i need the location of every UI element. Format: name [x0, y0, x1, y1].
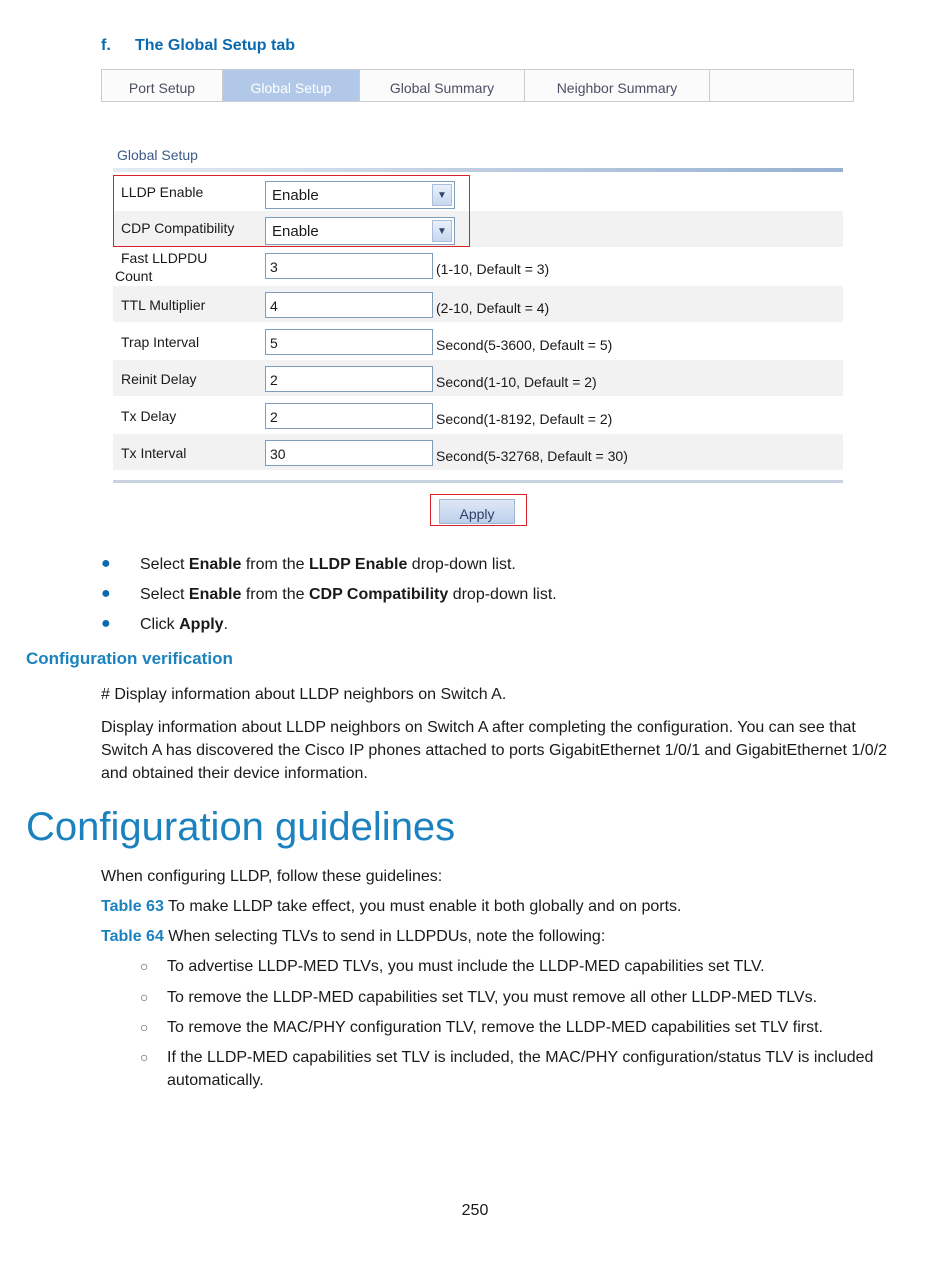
table-64-text: When selecting TLVs to send in LLDPDUs, note the following:	[163, 928, 606, 945]
highlight-box-selects	[113, 175, 470, 247]
trap-interval-input[interactable]: 5	[265, 329, 433, 355]
reinit-delay-input[interactable]: 2	[265, 366, 433, 392]
row-reinit-delay	[113, 360, 843, 396]
bullet-icon: ●	[101, 555, 111, 572]
trap-interval-hint: Second(5-3600, Default = 5)	[436, 337, 613, 353]
circle-bullet-icon: ○	[140, 1049, 149, 1065]
tab-global-setup[interactable]: Global Setup	[223, 70, 360, 101]
row-ttl-multiplier	[113, 286, 843, 322]
step-heading	[101, 37, 295, 55]
paragraph: # Display information about LLDP neighbors on Switch A.	[101, 686, 507, 703]
tab-port-setup[interactable]: Port Setup	[102, 70, 223, 101]
paragraph: Display information about LLDP neighbors on Switch A after completing the configuration. You can see that Switch A has discovered the Cisco IP phones attached to ports GigabitEthernet 1/0/1 and GigabitEthernet 1/0/2 and obtained their device information.	[101, 719, 887, 782]
tab-global-summary[interactable]: Global Summary	[360, 70, 525, 101]
lldp-enable-label: LLDP Enable	[121, 184, 204, 200]
step-letter: f.	[101, 37, 111, 54]
chevron-down-icon[interactable]: ▼	[432, 220, 452, 242]
row-fast-lldpdu-count	[113, 247, 843, 286]
tx-delay-hint: Second(1-8192, Default = 2)	[436, 411, 613, 427]
ttl-multiplier-input[interactable]: 4	[265, 292, 433, 318]
paragraph-table-63	[101, 895, 891, 918]
tx-interval-input[interactable]: 30	[265, 440, 433, 466]
fast-lldpdu-label-line2: Count	[115, 268, 153, 284]
paragraph-table-64	[101, 925, 891, 948]
chevron-down-icon[interactable]: ▼	[432, 184, 452, 206]
tab-neighbor-summary[interactable]: Neighbor Summary	[525, 70, 710, 101]
cdp-compatibility-value: Enable	[272, 223, 319, 240]
ttl-multiplier-label: TTL Multiplier	[121, 297, 206, 313]
row-tx-interval	[113, 434, 843, 470]
tx-interval-label: Tx Interval	[121, 445, 187, 461]
circle-bullet-icon: ○	[140, 958, 149, 974]
panel-bottom-rule	[113, 480, 843, 483]
panel-title: Global Setup	[117, 147, 198, 163]
sub-bullet-text: To remove the LLDP-MED capabilities set TLV, you must remove all other LLDP-MED TLVs.	[167, 989, 818, 1006]
apply-button[interactable]: Apply	[439, 499, 515, 524]
bullet-text: Click Apply.	[140, 616, 229, 633]
cdp-compatibility-label: CDP Compatibility	[121, 220, 235, 236]
sub-bullet-text: To remove the MAC/PHY configuration TLV, remove the LLDP-MED capabilities set TLV first.	[167, 1019, 823, 1036]
fast-lldpdu-hint: (1-10, Default = 3)	[436, 261, 550, 277]
bullet-text: Select Enable from the CDP Compatibility drop-down list.	[140, 586, 557, 603]
tx-delay-label: Tx Delay	[121, 408, 177, 424]
circle-bullet-icon: ○	[140, 989, 149, 1005]
sub-bullet-text: To advertise LLDP-MED TLVs, you must include the LLDP-MED capabilities set TLV.	[167, 958, 765, 975]
bullet-icon: ●	[101, 585, 111, 602]
table-64-link[interactable]: Table 64	[101, 928, 164, 945]
row-tx-delay	[113, 397, 843, 433]
lldp-enable-value: Enable	[272, 187, 319, 204]
paragraph: When configuring LLDP, follow these guidelines:	[101, 868, 443, 885]
tx-delay-input[interactable]: 2	[265, 403, 433, 429]
fast-lldpdu-input[interactable]: 3	[265, 253, 433, 279]
ttl-multiplier-hint: (2-10, Default = 4)	[436, 300, 550, 316]
section-heading-verification: Configuration verification	[26, 649, 233, 668]
bullet-icon: ●	[101, 615, 111, 632]
panel-title-rule	[113, 168, 843, 172]
step-title: The Global Setup tab	[135, 37, 296, 54]
fast-lldpdu-label-line1: Fast LLDPDU	[121, 250, 208, 266]
bullet-text: Select Enable from the LLDP Enable drop-down list.	[140, 556, 516, 573]
page-number: 250	[461, 1202, 489, 1219]
trap-interval-label: Trap Interval	[121, 334, 200, 350]
table-63-text: To make LLDP take effect, you must enable it both globally and on ports.	[163, 898, 682, 915]
sub-bullet-text: If the LLDP-MED capabilities set TLV is included, the MAC/PHY configuration/status TLV is included automatically.	[167, 1049, 874, 1089]
reinit-delay-hint: Second(1-10, Default = 2)	[436, 374, 597, 390]
circle-bullet-icon: ○	[140, 1019, 149, 1035]
table-63-link[interactable]: Table 63	[101, 898, 164, 915]
row-trap-interval	[113, 323, 843, 359]
reinit-delay-label: Reinit Delay	[121, 371, 197, 387]
chapter-heading-guidelines: Configuration guidelines	[26, 805, 456, 849]
fast-lldpdu-label	[115, 249, 207, 285]
tab-bar	[101, 69, 854, 102]
tx-interval-hint: Second(5-32768, Default = 30)	[436, 448, 628, 464]
